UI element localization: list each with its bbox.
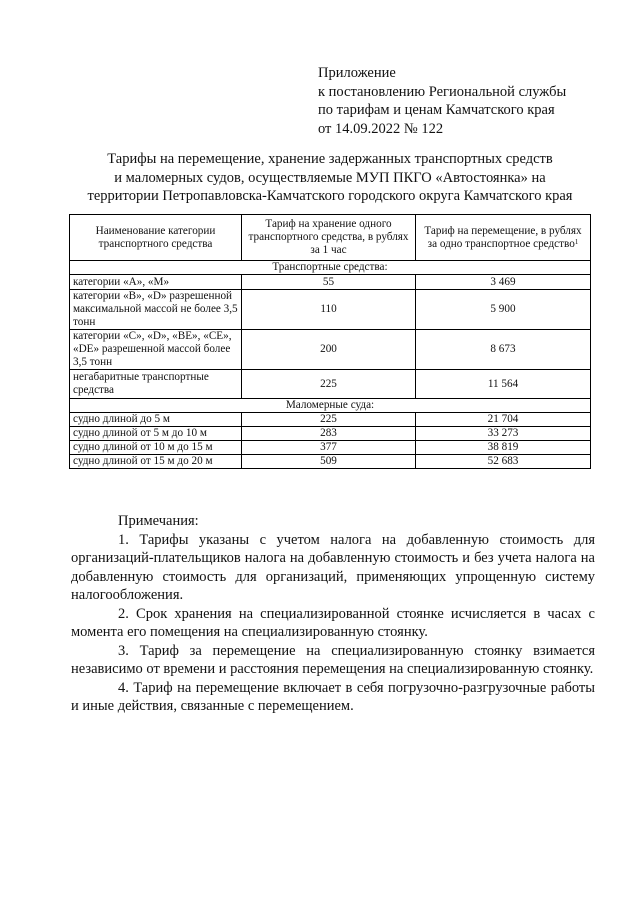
notes-block	[71, 512, 595, 716]
table-row	[70, 455, 591, 469]
notes-heading: Примечания:	[118, 513, 199, 529]
table-row	[70, 290, 591, 330]
table-row	[70, 413, 591, 427]
row-transfer: 5 900	[416, 290, 591, 330]
row-name: судно длиной от 5 м до 10 м	[70, 427, 242, 441]
note-item: 4. Тариф на перемещение включает в себя погрузочно-разгрузочные работы и иные действия, связанные с перемещением.	[71, 679, 595, 714]
row-transfer: 21 704	[416, 413, 591, 427]
row-name: категории «А», «М»	[70, 275, 242, 290]
section-row	[70, 261, 591, 275]
section-row	[70, 399, 591, 413]
row-transfer: 3 469	[416, 275, 591, 290]
table-row	[70, 330, 591, 370]
note-item: 3. Тариф за перемещение на специализированную стоянку взимается независимо от времени и расстояния перемещения на специализированную стоянку.	[71, 642, 595, 677]
document-title	[70, 150, 590, 206]
title-line: и маломерных судов, осуществляемые МУП ПКГО «Автостоянка» на	[114, 169, 546, 186]
section-title: Маломерные суда:	[70, 399, 591, 413]
tariff-table	[69, 214, 591, 469]
header-transfer	[416, 215, 591, 261]
note-item: 2. Срок хранения на специализированной стоянке исчисляется в часах с момента его помещения на специализированную стоянку.	[71, 605, 595, 640]
row-storage: 200	[242, 330, 416, 370]
appendix-block	[318, 64, 566, 138]
row-storage: 225	[242, 370, 416, 399]
section-title: Транспортные средства:	[70, 261, 591, 275]
table-row	[70, 370, 591, 399]
title-line: территории Петропавловска-Камчатского городского округа Камчатского края	[87, 188, 573, 204]
appendix-line: по тарифам и ценам Камчатского края	[318, 102, 555, 118]
header-storage: Тариф на хранение одного транспортного средства, в рублях за 1 час	[242, 215, 416, 261]
table-row	[70, 441, 591, 455]
table-row	[70, 427, 591, 441]
table-row	[70, 275, 591, 290]
row-name: негабаритные транспортные средства	[70, 370, 242, 399]
table-header-row	[70, 215, 591, 261]
row-storage: 377	[242, 441, 416, 455]
row-name: судно длиной от 10 м до 15 м	[70, 441, 242, 455]
appendix-line: от 14.09.2022 № 122	[318, 120, 444, 137]
row-name: судно длиной от 15 м до 20 м	[70, 455, 242, 469]
row-transfer: 11 564	[416, 370, 591, 399]
row-storage: 55	[242, 275, 416, 290]
row-name: категории «В», «D» разрешенной максимальной массой не более 3,5 тонн	[70, 290, 242, 330]
row-transfer: 52 683	[416, 455, 591, 469]
row-storage: 110	[242, 290, 416, 330]
row-name: категории «С», «D», «ВЕ», «СЕ», «DЕ» разрешенной массой более 3,5 тонн	[70, 330, 242, 370]
header-category: Наименование категории транспортного средства	[70, 215, 242, 261]
appendix-line: Приложение	[318, 65, 396, 81]
appendix-line: к постановлению Региональной службы	[318, 83, 567, 100]
row-transfer: 8 673	[416, 330, 591, 370]
note-item: 1. Тарифы указаны с учетом налога на добавленную стоимость для организаций-плательщиков налога на добавленную стоимость и без учета налога на добавленную стоимость для организаций, применяющих упрощенную систему налогообложения.	[71, 531, 595, 603]
row-name: судно длиной до 5 м	[70, 413, 242, 427]
row-storage: 225	[242, 413, 416, 427]
title-line: Тарифы на перемещение, хранение задержанных транспортных средств	[107, 151, 553, 167]
footnote-marker: 1	[574, 237, 579, 246]
header-transfer-text: Тариф на перемещение, в рублях за одно транспортное средство	[424, 224, 582, 250]
row-storage: 509	[242, 455, 416, 469]
row-transfer: 33 273	[416, 427, 591, 441]
row-transfer: 38 819	[416, 441, 591, 455]
row-storage: 283	[242, 427, 416, 441]
